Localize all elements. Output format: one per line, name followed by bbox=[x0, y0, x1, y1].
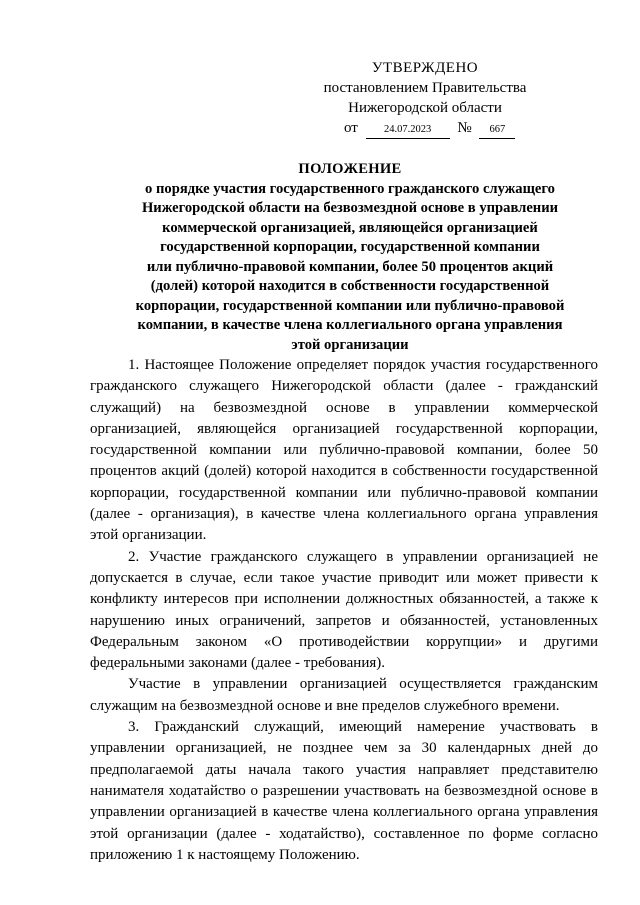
approval-block bbox=[300, 58, 550, 139]
approval-date-row bbox=[300, 118, 550, 139]
title-line: этой организации bbox=[291, 336, 409, 353]
title-line: или публично-правовой компании, более 50 процентов акций bbox=[146, 258, 554, 275]
title-heading: ПОЛОЖЕНИЕ bbox=[298, 161, 402, 177]
approval-date-value: 24.07.2023 bbox=[366, 122, 450, 139]
title-line: о порядке участия государственного гражданского служащего bbox=[145, 180, 555, 197]
document-body bbox=[90, 355, 598, 866]
approval-number-sign: № bbox=[457, 120, 472, 136]
title-line: коммерческой организацией, являющейся организацией bbox=[162, 219, 538, 236]
approval-line-2: Нижегородской области bbox=[348, 100, 502, 116]
title-line: государственной корпорации, государственной компании bbox=[160, 239, 540, 255]
title-line: (долей) которой находится в собственности государственной bbox=[150, 278, 550, 294]
document-title bbox=[100, 160, 600, 355]
title-line: Нижегородской области на безвозмездной основе в управлении bbox=[141, 200, 559, 216]
title-line: компании, в качестве члена коллегиального органа управления bbox=[137, 317, 563, 333]
body-paragraph-2: 2. Участие гражданского служащего в управлении организацией не допускается в случае, если такое участие приводит или может привести к конфликту интересов при исполнении должностных обязанностей, а также к нарушению иных ограничений, запретов и обязанностей, установленных Федеральным законом «О противодействии коррупции» и другими федеральными законами (далее - требования). bbox=[90, 548, 598, 672]
body-paragraph-3: Участие в управлении организацией осуществляется гражданским служащим на безвозмездной основе и вне пределов служебного времени. bbox=[90, 676, 598, 714]
approval-heading: УТВЕРЖДЕНО bbox=[371, 60, 479, 76]
approval-line-1: постановлением Правительства bbox=[323, 80, 527, 96]
body-paragraph-4: 3. Гражданский служащий, имеющий намерение участвовать в управлении организацией, не позднее чем за 30 календарных дней до предполагаемой даты начала такого участия направляет представителю нанимателя ходатайство о разрешении участвовать на безвозмездной основе в управлении организацией в качестве члена коллегиального органа управления этой организации (далее - ходатайство), составленное по форме согласно приложению 1 к настоящему Положению. bbox=[90, 719, 598, 863]
approval-date-prefix: от bbox=[344, 120, 358, 136]
body-paragraph-1: 1. Настоящее Положение определяет порядок участия государственного гражданского служащего Нижегородской области (далее - гражданский служащий) на безвозмездной основе в управлении коммерческой организацией, являющейся организацией государственной корпорации, государственной компании или публично-правовой компании, более 50 процентов акций (долей) которой находится в собственности государственной корпорации, государственной компании или публично-правовой компании (далее - организация), в качестве члена коллегиального органа управления этой организации. bbox=[90, 357, 598, 544]
approval-number-value: 667 bbox=[479, 122, 515, 139]
title-line: корпорации, государственной компании или публично-правовой bbox=[135, 297, 565, 314]
